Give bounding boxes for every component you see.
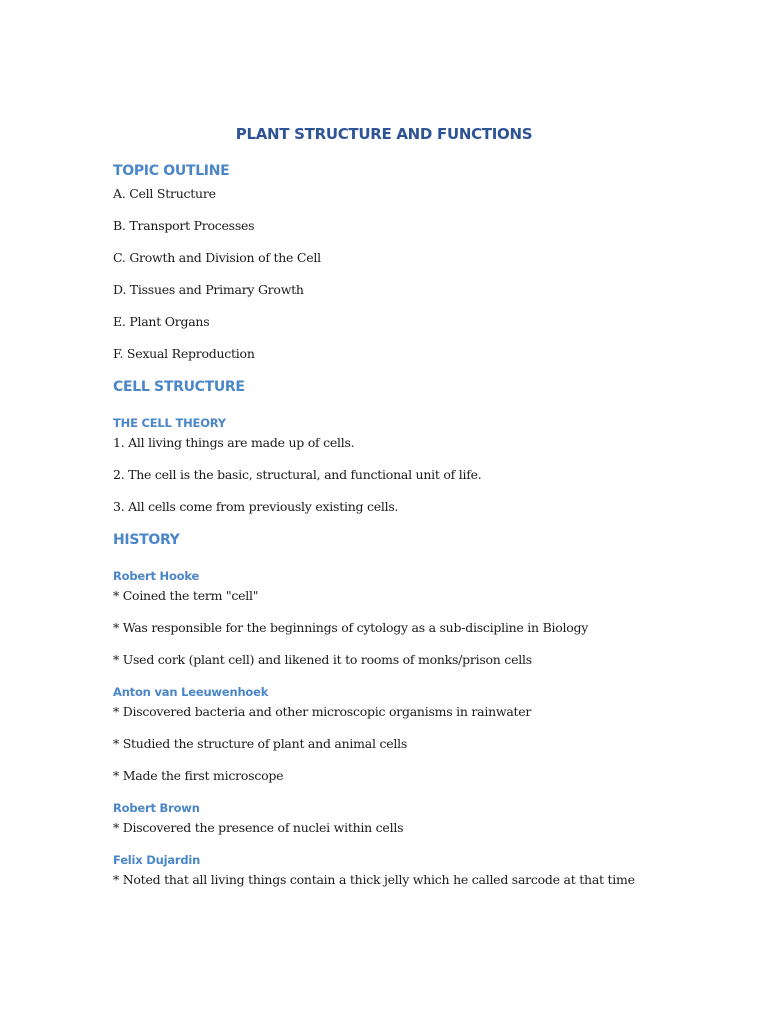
cell-theory-item: 1. All living things are made up of cells. [113, 435, 355, 450]
outline-item: B. Transport Processes [113, 218, 255, 233]
history-point: * Discovered the presence of nuclei within cells [113, 820, 404, 835]
topic-outline-heading: TOPIC OUTLINE [113, 163, 230, 179]
history-point: * Discovered bacteria and other microscopic organisms in rainwater [113, 704, 532, 719]
outline-item: E. Plant Organs [113, 314, 210, 329]
outline-item: A. Cell Structure [113, 186, 216, 201]
outline-item: F. Sexual Reproduction [113, 346, 255, 361]
history-point: * Used cork (plant cell) and likened it to rooms of monks/prison cells [113, 652, 532, 667]
history-point: * Was responsible for the beginnings of cytology as a sub-discipline in Biology [113, 620, 589, 635]
person-name-anton-van-leeuwenhoek: Anton van Leeuwenhoek [113, 685, 269, 699]
history-point: * Studied the structure of plant and animal cells [113, 736, 407, 751]
history-point: * Coined the term "cell" [113, 588, 259, 603]
person-name-robert-brown: Robert Brown [113, 801, 200, 815]
outline-item: C. Growth and Division of the Cell [113, 250, 321, 265]
outline-item: D. Tissues and Primary Growth [113, 282, 304, 297]
history-point: * Made the first microscope [113, 768, 284, 783]
person-name-robert-hooke: Robert Hooke [113, 569, 200, 583]
cell-theory-item: 3. All cells come from previously existing cells. [113, 499, 399, 514]
person-name-felix-dujardin: Felix Dujardin [113, 853, 201, 867]
cell-structure-heading: CELL STRUCTURE [113, 379, 245, 395]
document-title: PLANT STRUCTURE AND FUNCTIONS [235, 125, 533, 143]
history-point: * Noted that all living things contain a thick jelly which he called sarcode at that time [113, 872, 635, 887]
cell-theory-item: 2. The cell is the basic, structural, and functional unit of life. [113, 467, 482, 482]
cell-theory-heading: THE CELL THEORY [113, 416, 226, 430]
history-heading: HISTORY [113, 532, 180, 548]
